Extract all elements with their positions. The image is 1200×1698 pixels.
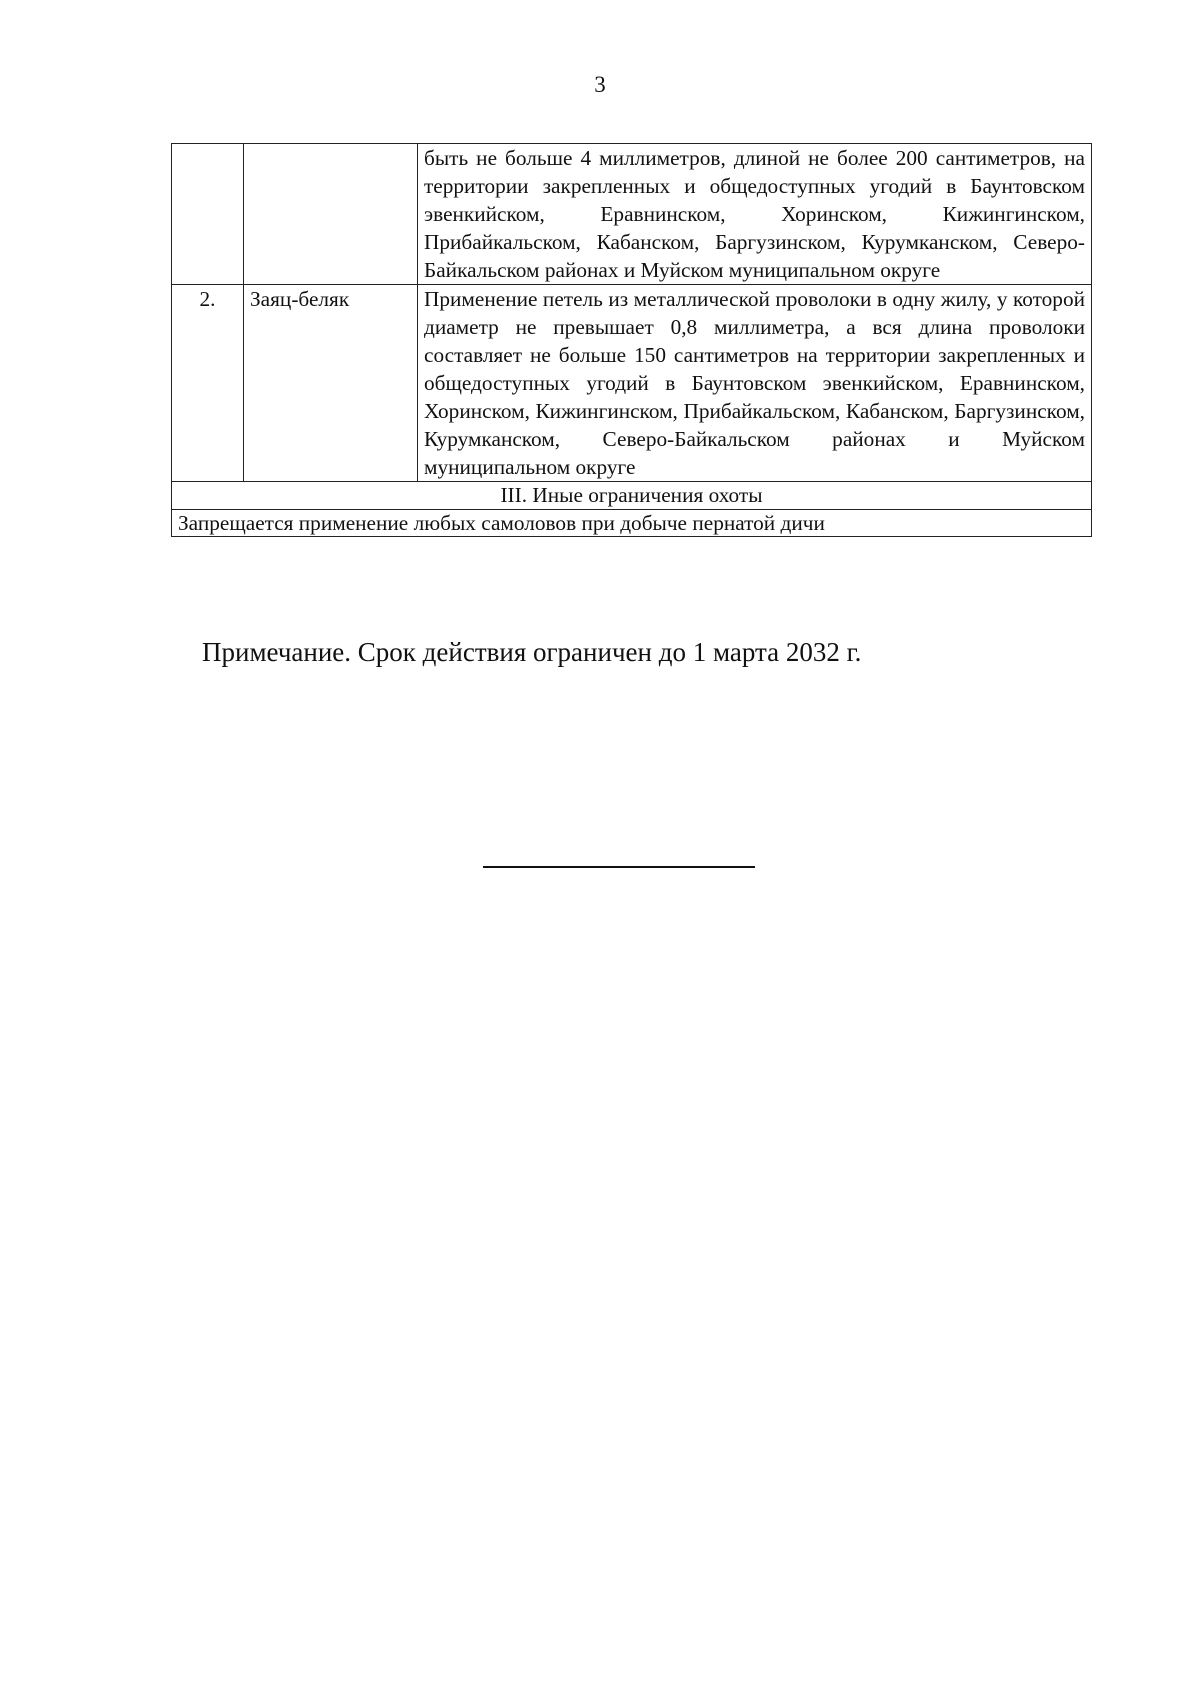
description-cell: Применение петель из металлической проволоки в одну жилу, у которой диаметр не превышает 0,8 миллиметра, а вся длина проволоки составляет не больше 150 сантиметров на территории закрепленных и общедоступных угодий в Баунтовском эвенкийском, Еравнинском, Хоринском, Кижингинском, Прибайкальском, Кабанском, Баргузинском, Курумканском, Северо-Байкальском районах и Муйском муниципальном округе: [418, 285, 1092, 482]
section-text: Запрещается применение любых самоловов при добыче пернатой дичи: [172, 510, 1092, 537]
row-number-cell: [172, 144, 244, 285]
row-number-cell: 2.: [172, 285, 244, 482]
section-heading: III. Иные ограничения охоты: [172, 482, 1092, 510]
description-cell: быть не больше 4 миллиметров, длиной не более 200 сантиметров, на территории закрепленных и общедоступных угодий в Баунтовском эвенкийском, Еравнинском, Хоринском, Кижингинском, Прибайкальском, Кабанском, Баргузинском, Курумканском, Северо-Байкальском районах и Муйском муниципальном округе: [418, 144, 1092, 285]
table-row-continuation: [172, 144, 1092, 285]
section-text-row: [172, 510, 1092, 537]
table-row-hare: [172, 285, 1092, 482]
page-number: 3: [594, 72, 606, 97]
note-text: Примечание. Срок действия ограничен до 1 марта 2032 г.: [202, 637, 862, 667]
signature-divider: [483, 866, 755, 868]
species-cell: [244, 144, 418, 285]
species-cell: Заяц-беляк: [244, 285, 418, 482]
section-heading-row: [172, 482, 1092, 510]
restrictions-table: [171, 143, 1092, 537]
